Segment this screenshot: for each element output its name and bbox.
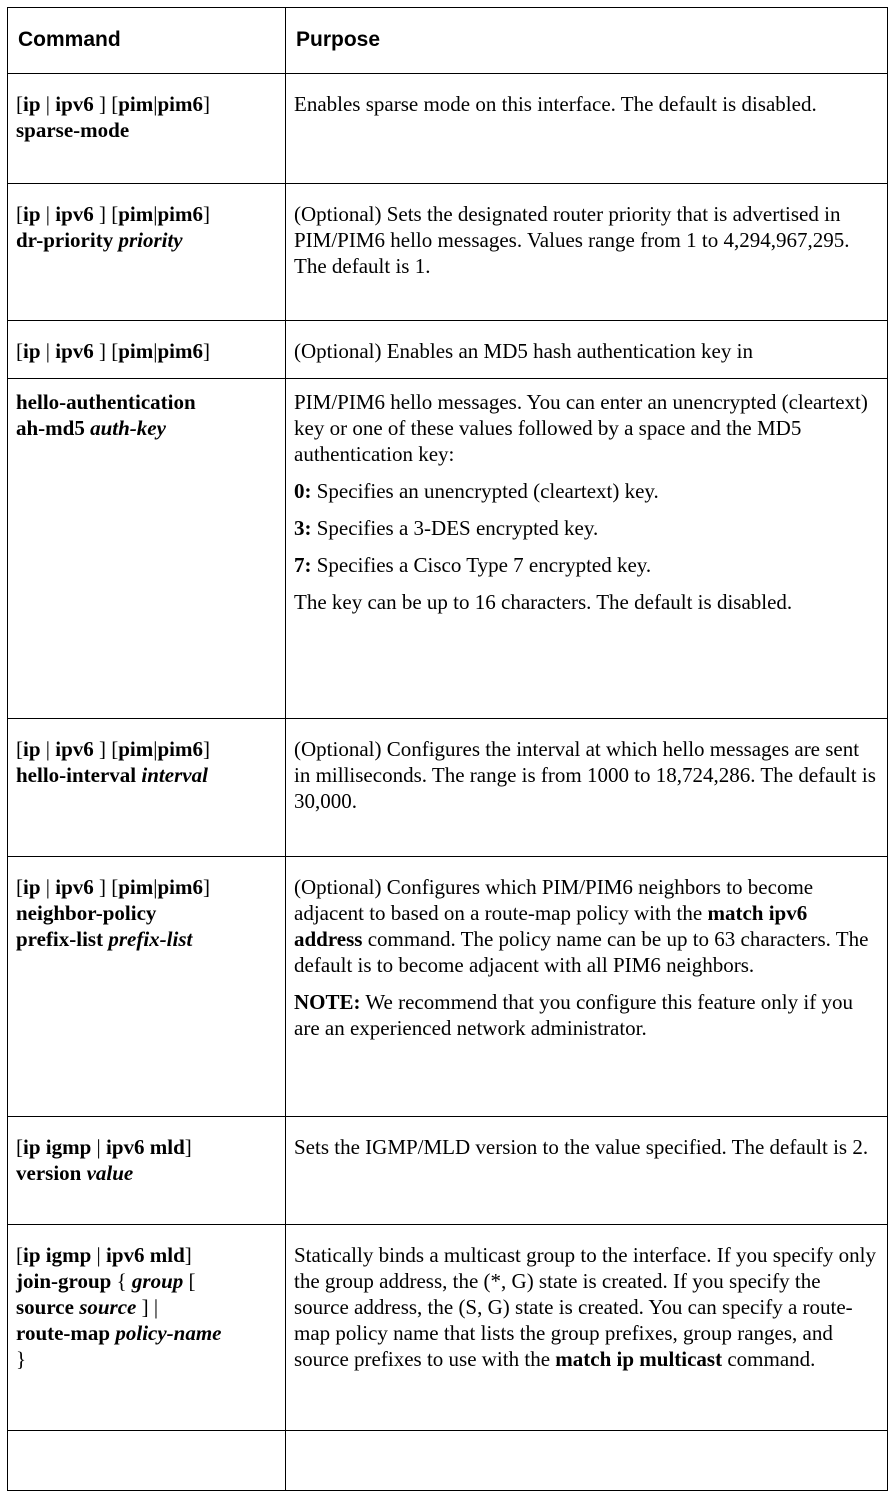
cmd-argument: policy-name — [115, 1321, 222, 1345]
cmd-token: pim6 — [157, 92, 203, 116]
cmd-keyword: version — [16, 1161, 82, 1185]
option-0: 0: Specifies an unencrypted (cleartext) key. — [294, 479, 659, 503]
purpose-text: PIM/PIM6 hello messages. You can enter an unencrypted (cleartext) key or one of these values followed by a space and the MD5 authentication key: — [294, 390, 868, 466]
cmd-keyword: join-group — [16, 1269, 112, 1293]
table-row — [8, 1225, 888, 1431]
cmd-token: ipv6 — [55, 92, 94, 116]
cmd-keyword: dr-priority — [16, 228, 114, 252]
purpose-text: (Optional) Configures the interval at which hello messages are sent in milliseconds. The range is from 1000 to 18,724,286. The default is 30,000. — [294, 737, 876, 813]
cmd-token: ip — [23, 737, 41, 761]
command-header: Command — [8, 8, 286, 74]
cmd-keyword: neighbor-policy — [16, 901, 157, 925]
cmd-keyword: sparse-mode — [16, 118, 130, 142]
cmd-token: pim — [118, 92, 154, 116]
table-row — [8, 74, 888, 184]
cmd-token: ipv6 — [55, 202, 94, 226]
cmd-token: ip — [23, 875, 41, 899]
cmd-keyword: hello-interval — [16, 763, 137, 787]
command-cell: [ip | ipv6 ] [pim|pim6] neighbor-policy prefix-list prefix-list — [8, 857, 286, 1117]
purpose-cell — [286, 857, 888, 1117]
purpose-text: Statically binds a multicast group to the interface. If you specify only the group address, the (*, G) state is created. If you specify the source address, the (S, G) state is created. You can specify a route-map policy name that lists the group prefixes, group ranges, and source prefixes to use with the match ip multicast command. — [294, 1243, 877, 1371]
table-row — [8, 321, 888, 379]
command-cell: [ip | ipv6 ] [pim|pim6] — [8, 321, 286, 379]
purpose-text: Enables sparse mode on this interface. The default is disabled. — [294, 92, 817, 116]
purpose-cell — [286, 379, 888, 719]
header-row — [8, 8, 888, 74]
cmd-keyword: ah-md5 — [16, 416, 85, 440]
cmd-token: pim — [118, 202, 154, 226]
cmd-token: pim — [118, 339, 154, 363]
cmd-token: ip — [23, 202, 41, 226]
purpose-text: (Optional) Configures which PIM/PIM6 neighbors to become adjacent to based on a route-map policy with the match ipv6 address command. The policy name can be up to 63 characters. The default is to become adjacent with all PIM6 neighbors. — [294, 875, 869, 977]
command-cell — [8, 379, 286, 719]
cmd-token: ipv6 — [55, 339, 94, 363]
command-cell — [8, 1431, 286, 1491]
cmd-argument: group — [131, 1269, 184, 1293]
cmd-token: ip igmp — [23, 1135, 92, 1159]
cmd-token: pim6 — [157, 339, 203, 363]
cmd-token: pim6 — [157, 737, 203, 761]
table-row-partial — [8, 1431, 888, 1491]
cmd-token: ipv6 — [55, 875, 94, 899]
purpose-cell — [286, 1117, 888, 1225]
purpose-cell — [286, 1431, 888, 1491]
cmd-token: pim6 — [157, 875, 203, 899]
table-row — [8, 719, 888, 857]
cmd-argument: prefix-list — [108, 927, 193, 951]
purpose-cell — [286, 321, 888, 379]
cmd-token: pim — [118, 875, 154, 899]
cmd-token: ipv6 — [55, 737, 94, 761]
cmd-argument: auth-key — [90, 416, 166, 440]
command-cell: [ip | ipv6 ] [pim|pim6] dr-priority priority — [8, 184, 286, 321]
table-row — [8, 379, 888, 719]
command-table — [7, 7, 888, 1491]
command-cell: [ip | ipv6 ] [pim|pim6] sparse-mode — [8, 74, 286, 184]
cmd-keyword: source — [16, 1295, 74, 1319]
cmd-token: pim — [118, 737, 154, 761]
option-7: 7: Specifies a Cisco Type 7 encrypted key. — [294, 553, 652, 577]
purpose-cell — [286, 719, 888, 857]
purpose-text: The key can be up to 16 characters. The default is disabled. — [294, 590, 793, 614]
purpose-text: (Optional) Enables an MD5 hash authentication key in — [294, 339, 753, 363]
cmd-token: ip — [23, 92, 41, 116]
cmd-token: pim6 — [157, 202, 203, 226]
table-row — [8, 857, 888, 1117]
cmd-token: ip — [23, 339, 41, 363]
command-cell: [ip igmp | ipv6 mld] version value — [8, 1117, 286, 1225]
cmd-token: ipv6 mld — [106, 1135, 185, 1159]
purpose-header: Purpose — [286, 8, 888, 74]
cmd-token: ipv6 mld — [106, 1243, 185, 1267]
command-cell: [ip | ipv6 ] [pim|pim6] hello-interval interval — [8, 719, 286, 857]
option-3: 3: Specifies a 3-DES encrypted key. — [294, 516, 599, 540]
purpose-cell — [286, 1225, 888, 1431]
cmd-argument: value — [86, 1161, 134, 1185]
purpose-cell — [286, 74, 888, 184]
table-row — [8, 1117, 888, 1225]
cmd-argument: interval — [141, 763, 208, 787]
purpose-text: (Optional) Sets the designated router priority that is advertised in PIM/PIM6 hello messages. Values range from 1 to 4,294,967,295. The default is 1. — [294, 202, 850, 278]
cmd-argument: source — [79, 1295, 137, 1319]
purpose-cell — [286, 184, 888, 321]
table-row — [8, 184, 888, 321]
command-cell: [ip igmp | ipv6 mld] join-group { group [ source source ] | route-map policy-name } — [8, 1225, 286, 1431]
cmd-token: ip igmp — [23, 1243, 92, 1267]
note: NOTE: We recommend that you configure this feature only if you are an experienced network administrator. — [294, 990, 853, 1040]
cmd-keyword: prefix-list — [16, 927, 104, 951]
cmd-argument: priority — [118, 228, 183, 252]
cmd-keyword: route-map — [16, 1321, 111, 1345]
purpose-text: Sets the IGMP/MLD version to the value specified. The default is 2. — [294, 1135, 869, 1159]
cmd-keyword: hello-authentication — [16, 390, 196, 414]
